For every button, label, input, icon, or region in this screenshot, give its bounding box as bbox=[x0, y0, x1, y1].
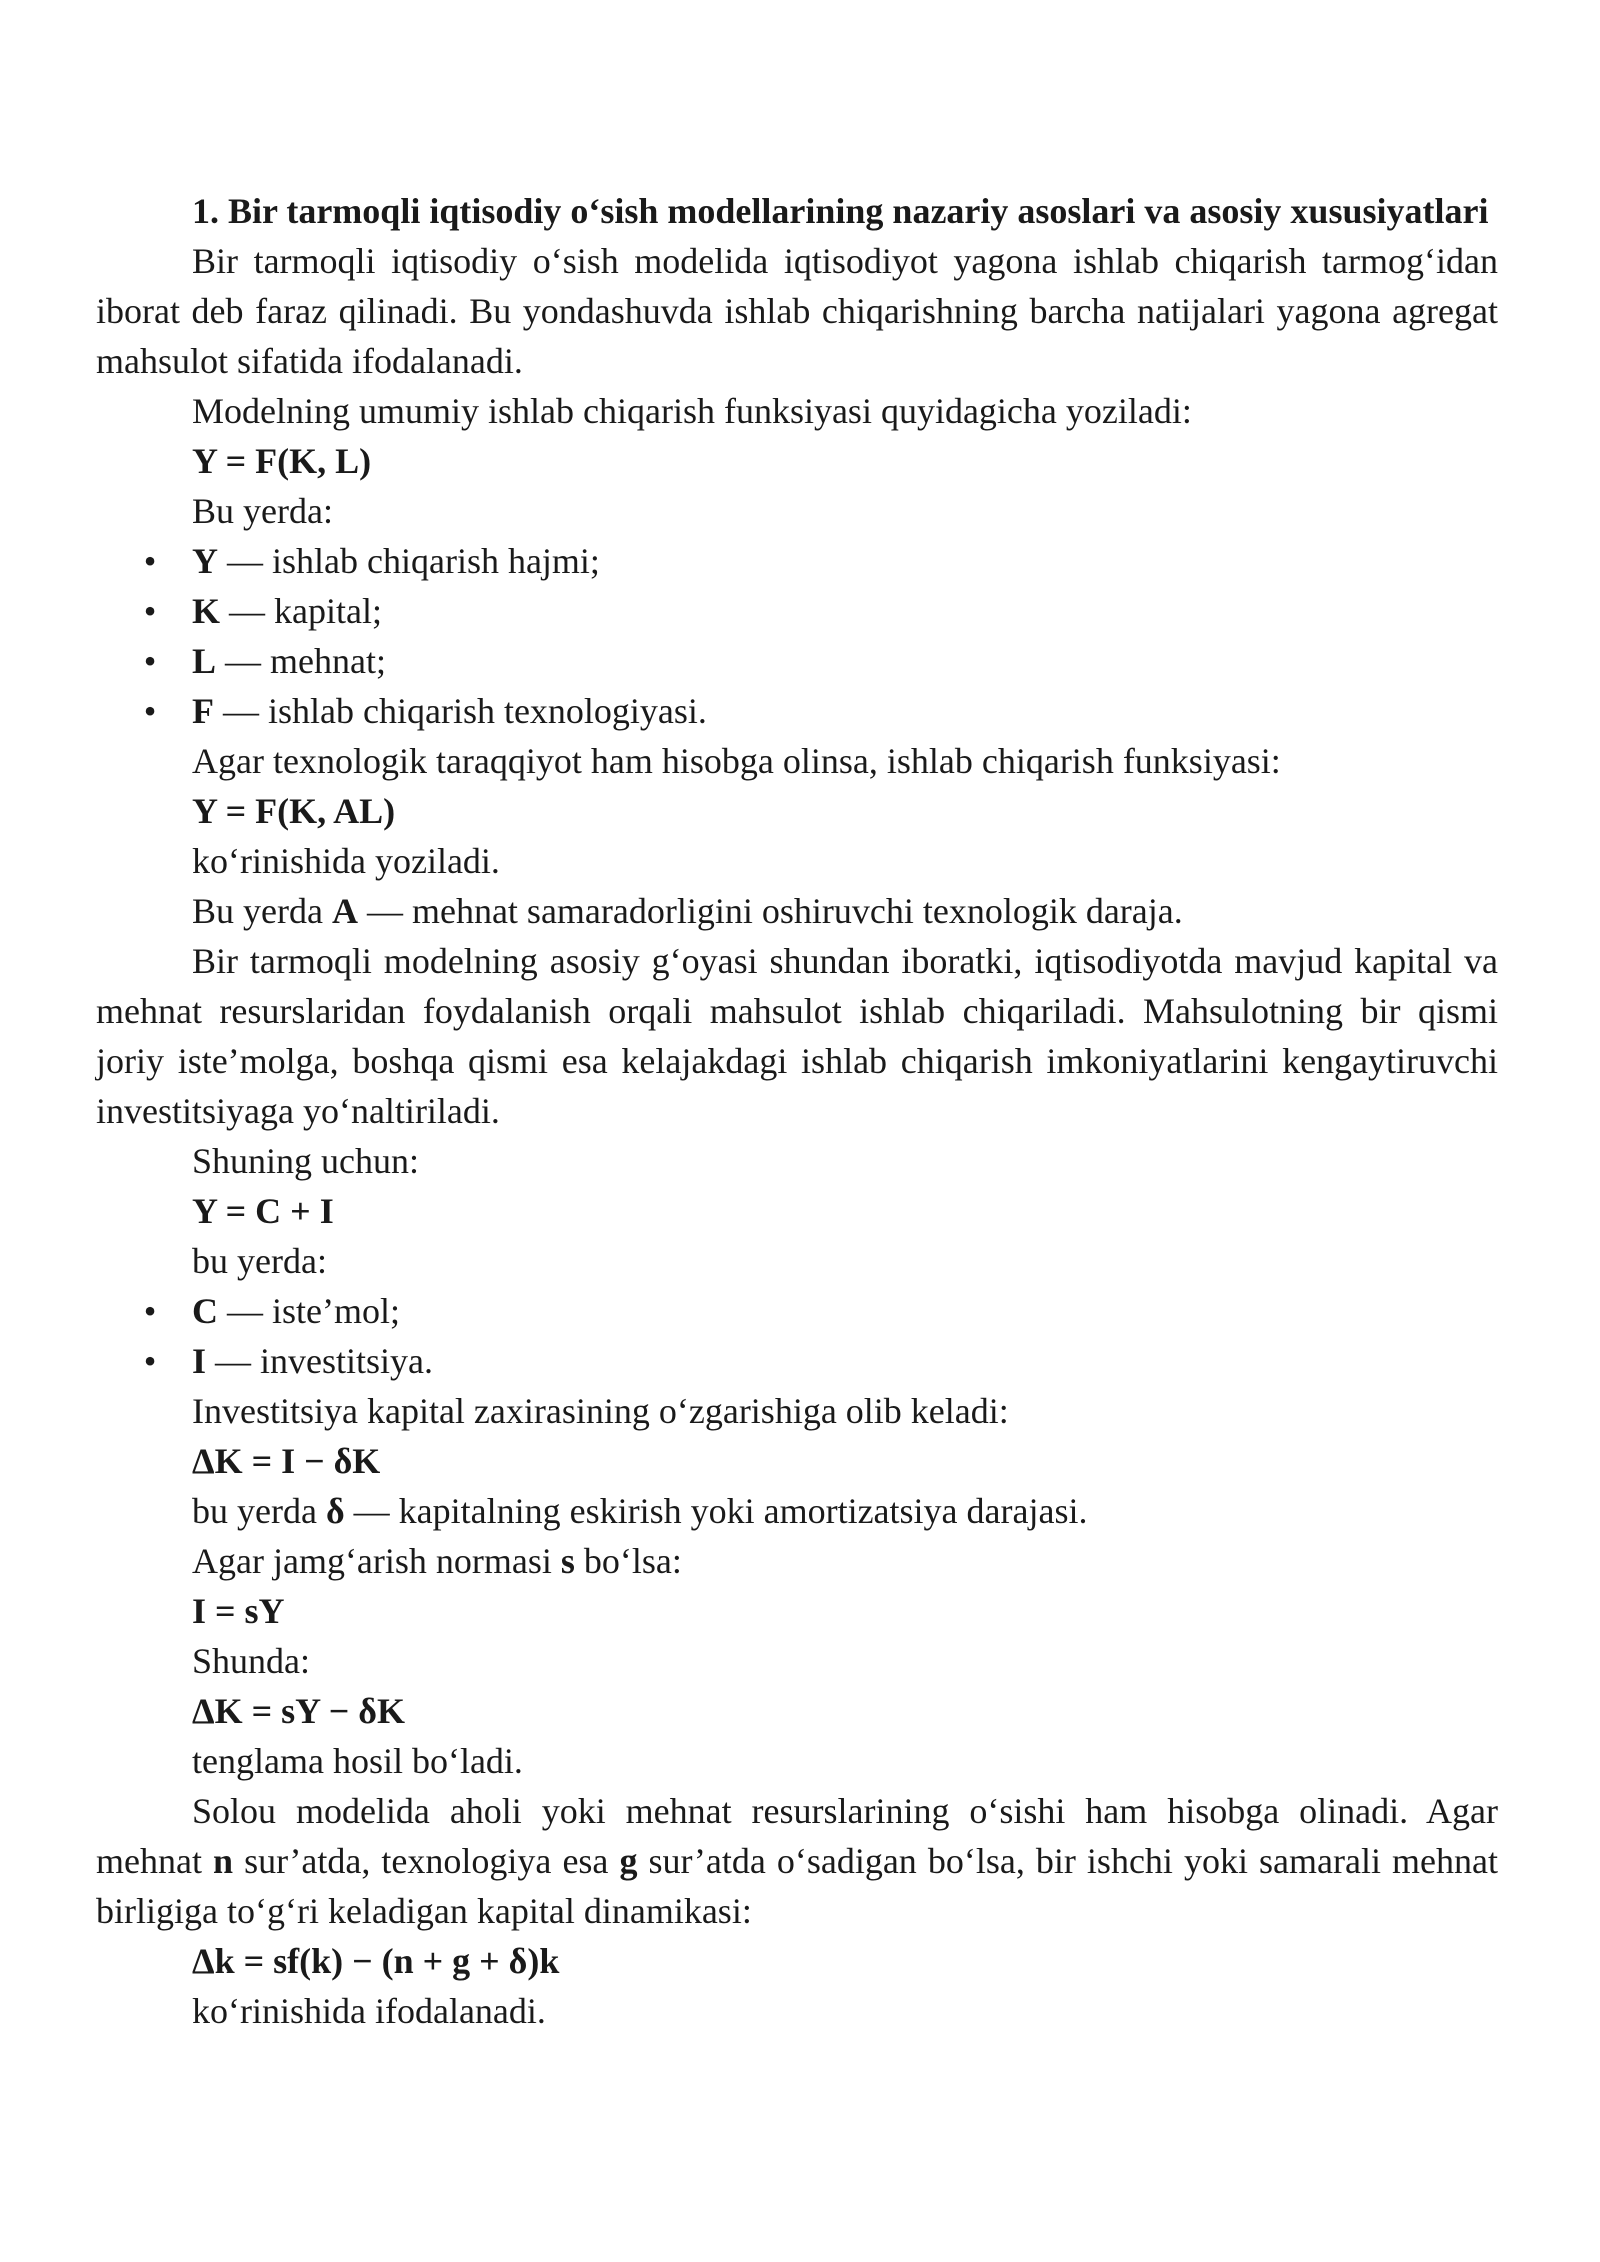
a-definition-suffix: — mehnat samaradorligini oshiruvchi texnologik daraja. bbox=[357, 891, 1183, 931]
bullet-icon: • bbox=[143, 691, 157, 731]
solow-text-2: sur’atda, texnologiya esa bbox=[233, 1841, 620, 1881]
formula-capital-accumulation: ΔK = sY − δK bbox=[192, 1691, 405, 1731]
savings-definition-prefix: Agar jamg‘arish normasi bbox=[192, 1541, 561, 1581]
delta-definition-prefix: bu yerda bbox=[192, 1491, 326, 1531]
bullet-icon: • bbox=[143, 641, 157, 681]
variable-symbol: K bbox=[192, 591, 221, 631]
variable-symbol: Y bbox=[192, 541, 218, 581]
formula-capital-change: ΔK = I − δK bbox=[192, 1441, 381, 1481]
bullet-icon: • bbox=[143, 1341, 157, 1381]
variable-description: — kapital; bbox=[220, 591, 382, 631]
a-definition bbox=[96, 886, 1498, 936]
list-item bbox=[96, 1336, 1498, 1386]
list-item bbox=[96, 636, 1498, 686]
list-item bbox=[96, 1286, 1498, 1336]
formula-production-function-tech: Y = F(K, AL) bbox=[192, 791, 396, 831]
paragraph-solow bbox=[96, 1786, 1498, 1936]
then-label: Shunda: bbox=[192, 1641, 311, 1681]
solow-text-1: Solou modelida aholi yoki mehnat resurslarining o‘sishi ham hisobga olinadi. Agar mehnat bbox=[96, 1791, 1498, 1881]
variable-description: — investitsiya. bbox=[206, 1341, 434, 1381]
formula-investment: I = sY bbox=[192, 1591, 285, 1631]
bullet-icon: • bbox=[143, 1291, 157, 1331]
formula-production-function: Y = F(K, L) bbox=[192, 441, 372, 481]
written-as: ko‘rinishida yoziladi. bbox=[192, 841, 500, 881]
tech-intro: Agar texnologik taraqqiyot ham hisobga olinsa, ishlab chiqarish funksiyasi: bbox=[192, 741, 1281, 781]
expressed-as: ko‘rinishida ifodalanadi. bbox=[192, 1991, 546, 2031]
function-intro: Modelning umumiy ishlab chiqarish funksiyasi quyidagicha yoziladi: bbox=[192, 391, 1192, 431]
variable-list-2 bbox=[96, 1286, 1498, 1386]
bullet-icon: • bbox=[143, 541, 157, 581]
variable-symbol: C bbox=[192, 1291, 218, 1331]
where-label-2: bu yerda: bbox=[192, 1241, 327, 1281]
savings-symbol: s bbox=[560, 1541, 575, 1581]
variable-symbol: I bbox=[192, 1341, 207, 1381]
a-symbol: A bbox=[331, 891, 358, 931]
g-symbol: g bbox=[619, 1841, 638, 1881]
savings-definition bbox=[96, 1536, 1498, 1586]
savings-definition-suffix: bo‘lsa: bbox=[574, 1541, 682, 1581]
section-heading: 1. Bir tarmoqli iqtisodiy o‘sish modellarining nazariy asoslari va asosiy xususiyatlari bbox=[192, 191, 1489, 231]
formula-solow-dynamics: Δk = sf(k) − (n + g + δ)k bbox=[192, 1941, 560, 1981]
investment-intro: Investitsiya kapital zaxirasining o‘zgarishiga olib keladi: bbox=[192, 1391, 1009, 1431]
delta-symbol: δ bbox=[325, 1491, 345, 1531]
therefore-label: Shuning uchun: bbox=[192, 1141, 420, 1181]
variable-symbol: L bbox=[192, 641, 217, 681]
n-symbol: n bbox=[213, 1841, 234, 1881]
delta-definition-suffix: — kapitalning eskirish yoki amortizatsiya darajasi. bbox=[344, 1491, 1088, 1531]
variable-description: — mehnat; bbox=[216, 641, 386, 681]
solow-text-3: sur’atda o‘sadigan bo‘lsa, bir ishchi yoki samarali mehnat birligiga to‘g‘ri keladigan kapital dinamikasi: bbox=[96, 1841, 1498, 1931]
variable-symbol: F bbox=[192, 691, 214, 731]
variable-description: — iste’mol; bbox=[218, 1291, 400, 1331]
list-item bbox=[96, 586, 1498, 636]
where-label-1: Bu yerda: bbox=[192, 491, 333, 531]
delta-definition bbox=[96, 1486, 1498, 1536]
variable-description: — ishlab chiqarish texnologiyasi. bbox=[214, 691, 707, 731]
a-definition-prefix: Bu yerda bbox=[192, 891, 332, 931]
formula-output-identity: Y = C + I bbox=[192, 1191, 334, 1231]
list-item bbox=[96, 686, 1498, 736]
list-item bbox=[96, 536, 1498, 586]
variable-list-1 bbox=[96, 536, 1498, 736]
bullet-icon: • bbox=[143, 591, 157, 631]
paragraph-intro: Bir tarmoqli iqtisodiy o‘sish modelida iqtisodiyot yagona ishlab chiqarish tarmog‘idan iborat deb faraz qilinadi. Bu yondashuvda ishlab chiqarishning barcha natijalari yagona agregat mahsulot sifatida ifodalanadi. bbox=[96, 241, 1498, 381]
paragraph-main-idea: Bir tarmoqli modelning asosiy g‘oyasi shundan iboratki, iqtisodiyotda mavjud kapital va mehnat resurslaridan foydalanish orqali mahsulot ishlab chiqariladi. Mahsulotning bir qismi joriy iste’molga, boshqa qismi esa kelajakdagi ishlab chiqarish imkoniyatlarini kengaytiruvchi investitsiyaga yo‘naltiriladi. bbox=[96, 941, 1498, 1131]
variable-description: — ishlab chiqarish hajmi; bbox=[218, 541, 600, 581]
equation-formed: tenglama hosil bo‘ladi. bbox=[192, 1741, 523, 1781]
